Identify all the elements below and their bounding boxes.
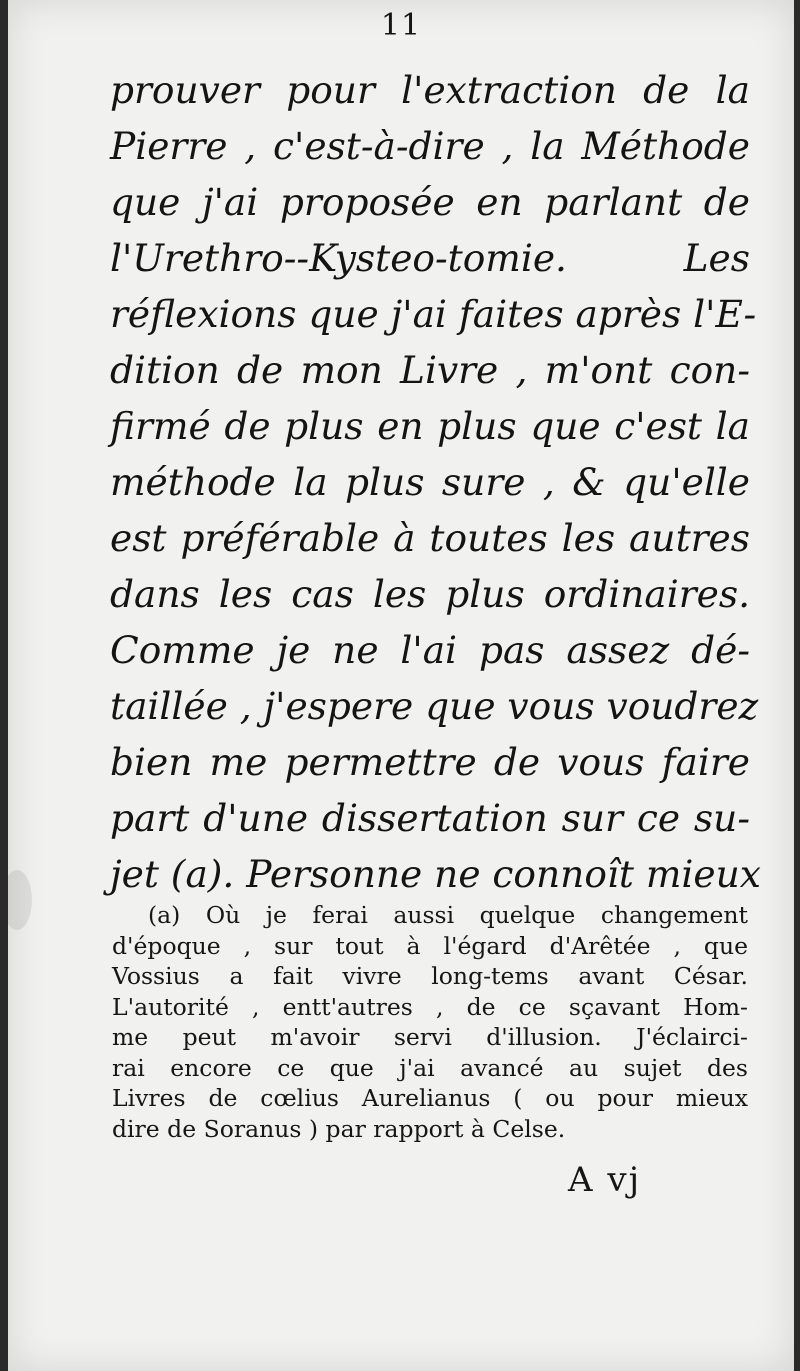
footnote-line: dire de Soranus ) par rapport à Celse. <box>112 1114 566 1143</box>
footnote-line: rai encore ce que j'ai avancé au sujet des <box>112 1053 748 1082</box>
text-line: firmé de plus en plus que c'est la <box>110 404 750 448</box>
text-line: dition de mon Livre , m'ont con- <box>110 348 750 392</box>
footnote-line: (a) Où je ferai aussi quelque changement <box>148 901 748 929</box>
text-line: part d'une dissertation sur ce su- <box>110 796 750 840</box>
footnote-line: Vossius a fait vivre long-tems avant César. <box>112 962 748 990</box>
text-line: réflexions que j'ai faites après l'E- <box>110 292 757 336</box>
book-page <box>8 0 794 1371</box>
text-line: méthode la plus sure , & qu'elle <box>110 460 750 504</box>
catchword-signature: A vj <box>568 1160 642 1200</box>
page-number: 11 <box>380 8 422 43</box>
footnote-line: d'époque , sur tout à l'égard d'Arêtée , que <box>112 931 748 960</box>
text-line: l'Urethro--Kysteo-tomie. Les <box>110 236 750 280</box>
text-line: prouver pour l'extraction de la <box>110 68 750 112</box>
text-line: que j'ai proposée en parlant de <box>110 180 750 224</box>
text-line: taillée , j'espere que vous voudrez <box>110 684 759 728</box>
main-text <box>110 62 761 902</box>
footnote-line: Livres de cœlius Aurelianus ( ou pour mieux <box>112 1084 748 1112</box>
footnote <box>112 900 748 1144</box>
text-line: bien me permettre de vous faire <box>110 740 750 784</box>
text-line: Pierre , c'est-à-dire , la Méthode <box>110 124 750 168</box>
text-line: dans les cas les plus ordinaires. <box>110 572 750 616</box>
text-line: Comme je ne l'ai pas assez dé- <box>110 628 750 672</box>
footnote-line: me peut m'avoir servi d'illusion. J'éclairci- <box>112 1023 748 1051</box>
footnote-line: L'autorité , entt'autres , de ce sçavant Hom- <box>112 992 748 1021</box>
text-line: est préférable à toutes les autres <box>110 516 750 560</box>
paper-stain <box>8 870 32 930</box>
text-line: jet (a). Personne ne connoît mieux <box>110 852 761 896</box>
